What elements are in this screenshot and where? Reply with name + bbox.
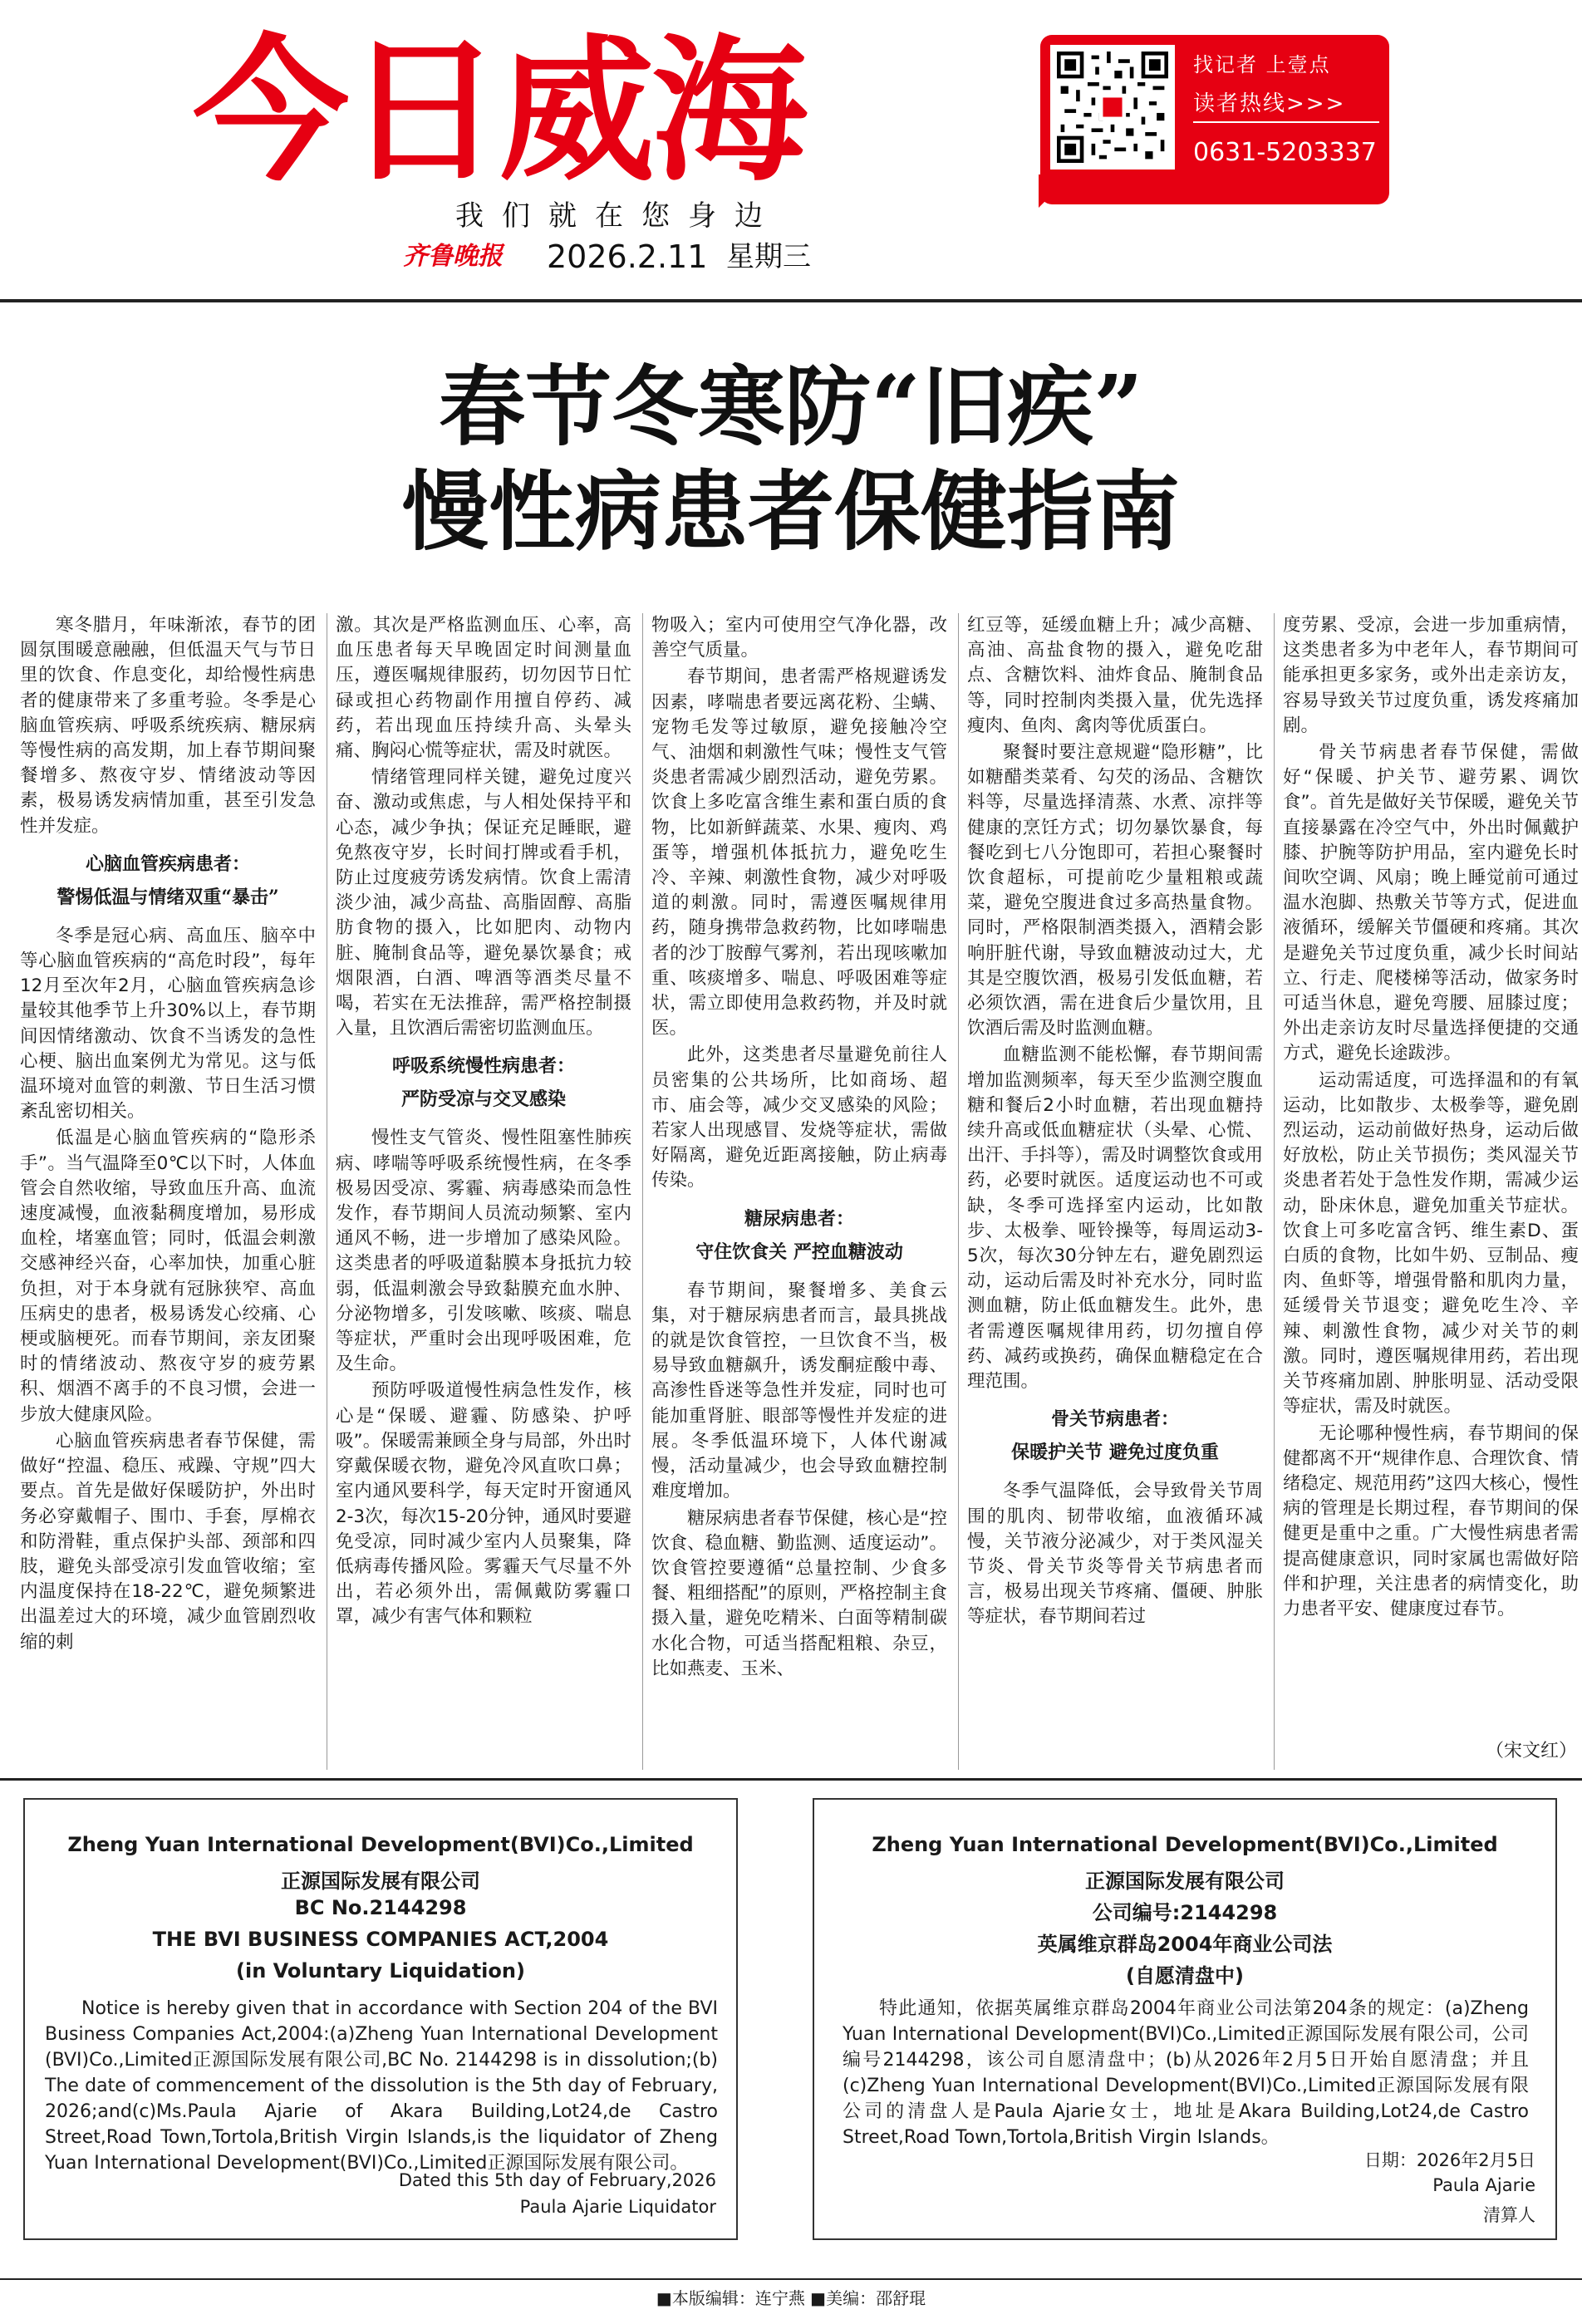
slogan: 我们就在您身边	[455, 199, 781, 233]
notice-company-name: Zheng Yuan International Development(BVI)Co.,Limited	[872, 1833, 1498, 1856]
section-label: 心脑血管疾病患者：	[85, 852, 250, 875]
paragraph: 情绪管理同样关键，避免过度兴奋、激动或焦虑，与人相处保持平和心态，减少争执；保证充足睡眠，避免熬夜守岁，长时间打牌或看手机，防止过度疲劳诱发病情。饮食上需清淡少油，减少高盐、高脂固醇、高脂肪食物的摄入，比如肥肉、动物内脏、腌制食品等，避免暴饮暴食；戒烟限酒，白酒、啤酒等酒类尽量不喝，若实在无法推辞，需严格控制摄入量，且饮酒后需密切监测血压。	[336, 767, 631, 1039]
paragraph: 红豆等，延缓血糖上升；减少高糖、高油、高盐食物的摄入，避免吃甜点、含糖饮料、油炸食品、腌制食品等，同时控制肉类摄入量，优先选择瘦肉、鱼肉、禽肉等优质蛋白。	[967, 615, 1263, 736]
notice-mode: (in Voluntary Liquidation)	[236, 1959, 525, 1983]
hotline-label: 读者热线>>>	[1193, 91, 1346, 116]
masthead-title: 今日威海	[193, 21, 804, 203]
column-divider	[958, 613, 959, 1770]
paragraph: 运动需适度，可选择温和的有氧运动，比如散步、太极拳等，避免剧烈运动，运动前做好热身，运动后做好放松，防止关节损伤；类风湿关节炎患者若处于急性发作期，需减少运动，卧床休息，避免加重关节症状。饮食上可多吃富含钙、维生素D、蛋白质的食物，比如牛奶、豆制品、瘦肉、鱼虾等，增强骨骼和肌肉力量，延缓骨关节退变；避免吃生冷、辛辣、刺激性食物，减少对关节的刺激。同时，遵医嘱规律用药，若出现关节疼痛加剧、肿胀明显、活动受限等症状，需及时就医。	[1283, 1069, 1579, 1417]
notice-bc-number: BC No.2144298	[294, 1896, 467, 1919]
paragraph: 冬季是冠心病、高血压、脑卒中等心脑血管疾病的“高危时段”，每年12月至次年2月，心脑血管疾病急诊量较其他季节上升30%以上，春节期间因情绪激动、饮食不当诱发的急性心梗、脑出血案例尤为常见。这与低温环境对血管的刺激、节日生活习惯紊乱密切相关。	[20, 925, 316, 1123]
column-divider	[642, 613, 643, 1770]
notice-date: 日期：2026年2月5日	[1363, 2150, 1535, 2170]
notice-company-name-cn: 正源国际发展有限公司	[281, 1870, 480, 1893]
qr-code-icon[interactable]	[1050, 45, 1175, 170]
masthead-rule	[0, 299, 1582, 302]
notice-act: THE BVI BUSINESS COMPANIES ACT,2004	[152, 1928, 609, 1951]
headline-line1: 春节冬寒防“旧疾”	[439, 356, 1143, 458]
paragraph: 骨关节病患者春节保健，需做好“保暖、护关节、避劳累、调饮食”。首先是做好关节保暖，避免关节直接暴露在冷空气中，外出时佩戴护膝、护腕等防护用品，室内避免长时间吹空调、风扇；晚上睡觉前可通过温水泡脚、热敷关节等方式，促进血液循环，缓解关节僵硬和疼痛。其次是避免关节过度负重，减少长时间站立、行走、爬楼梯等活动，做家务时可适当休息，避免弯腰、屈膝过度；外出走亲访友时尽量选择便捷的交通方式，避免长途跋涉。	[1283, 742, 1579, 1064]
section-rule	[0, 1778, 1582, 1781]
liquidation-notice-chinese	[813, 1798, 1557, 2240]
editor-credits: ■本版编辑：连宁燕 ■美编：邵舒琨	[656, 2288, 926, 2308]
paragraph: 心脑血管疾病患者春节保健，需做好“控温、稳压、戒躁、守规”四大要点。首先是做好保暖防护，外出时务必穿戴帽子、围巾、手套，厚棉衣和防滑鞋，重点保护头部、颈部和四肢，避免头部受凉引发血管收缩；室内温度保持在18-22℃，避免频繁进出温差过大的环境，减少血管剧烈收缩的刺	[20, 1430, 316, 1653]
notice-mode: (自愿清盘中)	[1126, 1964, 1244, 1987]
section-label: 糖尿病患者：	[744, 1207, 854, 1230]
notice-signer: Paula Ajarie	[1432, 2175, 1535, 2195]
section-heading: 守住饮食关 严控血糖波动	[695, 1241, 903, 1263]
paragraph: 春节期间，患者需严格规避诱发因素，哮喘患者要远离花粉、尘螨、宠物毛发等过敏原，避免接触冷空气、油烟和刺激性气味；慢性支气管炎患者需减少剧烈活动，避免劳累。饮食上多吃富含维生素和蛋白质的食物，比如新鲜蔬菜、水果、瘦肉、鸡蛋等，增强机体抵抗力，避免吃生冷、辛辣、刺激性食物，减少对呼吸道的刺激。同时，需遵医嘱规律用药，随身携带急救药物，比如哮喘患者的沙丁胺醇气雾剂，若出现咳嗽加重、咳痰增多、喘息、呼吸困难等症状，需立即使用急救药物，并及时就医。	[651, 666, 947, 1039]
section-heading: 严防受凉与交叉感染	[400, 1088, 566, 1111]
paragraph: 激。其次是严格监测血压、心率，高血压患者每天早晚固定时间测量血压，遵医嘱规律服药，切勿因节日忙碌或担心药物副作用擅自停药、减药，若出现血压持续升高、头晕头痛、胸闷心慌等症状，需及时就医。	[336, 615, 631, 762]
paragraph: 预防呼吸道慢性病急性发作，核心是“保暖、避霾、防感染、护呼吸”。保暖需兼顾全身与局部，外出时穿戴保暖衣物，避免冷风直吹口鼻；室内通风要科学，每天定时开窗通风2-3次，每次15-20分钟，通风时要避免受凉，同时减少室内人员聚集，降低病毒传播风险。雾霾天气尽量不外出，若必须外出，需佩戴防雾霾口罩，减少有害气体和颗粒	[336, 1380, 631, 1628]
notice-company-name: Zheng Yuan International Development(BVI)Co.,Limited	[67, 1833, 694, 1856]
notice-body: 特此通知，依据英属维京群岛2004年商业公司法第204条的规定：(a)Zheng Yuan International Development(BVI)Co.,Limited正源国际发展有限公司，公司编号2144298，该公司自愿清盘中；(b)从2026年2月5日开始自愿清盘；并且(c)Zheng Yuan International Development(BVI)Co.,Limited正源国际发展有限公司的清盘人是Paula Ajarie女士，地址是Akara Building,Lot24,de Castro Street,Road Town,Tortola,British Virgin Islands。	[843, 1998, 1529, 2148]
notice-company-name-cn: 正源国际发展有限公司	[1085, 1870, 1285, 1893]
article-column-2	[336, 613, 631, 1770]
paragraph: 物吸入；室内可使用空气净化器，改善空气质量。	[651, 615, 947, 661]
paragraph: 聚餐时要注意规避“隐形糖”，比如糖醋类菜肴、勾芡的汤品、含糖饮料等，尽量选择清蒸、水煮、凉拌等健康的烹饪方式；切勿暴饮暴食，每餐吃到七八分饱即可，若担心聚餐时饮食超标，可提前吃少量粗粮或蔬菜，避免空腹进食过多高热量食物。同时，严格限制酒类摄入，酒精会影响肝脏代谢，导致血糖波动过大，尤其是空腹饮酒，极易引发低血糖，若必须饮酒，需在进食后少量饮用，且饮酒后需及时监测血糖。	[967, 742, 1263, 1039]
footer-rule	[0, 2278, 1582, 2280]
notice-signer: Paula Ajarie Liquidator	[519, 2197, 716, 2217]
section-label: 呼吸系统慢性病患者：	[391, 1055, 575, 1078]
liquidation-notice-english	[23, 1798, 738, 2240]
paragraph: 低温是心脑血管疾病的“隐形杀手”。当气温降至0℃以下时，人体血管会自然收缩，导致血压升高、血流速度减慢，血液黏稠度增加，易形成血栓，堵塞血管；同时，低温会刺激交感神经兴奋，心率加快，加重心脏负担，对于本身就有冠脉狭窄、高血压病史的患者，极易诱发心绞痛、心梗或脑梗死。而春节期间，亲友团聚时的情绪波动、熬夜守岁的疲劳累积、烟酒不离手的不良习惯，会进一步放大健康风险。	[20, 1128, 316, 1425]
section-heading: 保暖护关节 避免过度负重	[1011, 1442, 1219, 1464]
paragraph: 寒冬腊月，年味渐浓，春节的团圆氛围暖意融融，但低温天气与节日里的饮食、作息变化，却给慢性病患者的健康带来了多重考验。冬季是心脑血管疾病、呼吸系统疾病、糖尿病等慢性病的高发期，加上春节期间聚餐增多、熬夜守岁、情绪波动等因素，极易诱发病情加重，甚至引发急性并发症。	[20, 615, 316, 837]
notice-signer-role: 清算人	[1483, 2205, 1535, 2225]
article-column-3	[651, 613, 947, 1770]
column-divider	[1274, 613, 1275, 1770]
contact-label: 找记者 上壹点	[1193, 53, 1331, 76]
paragraph: 血糖监测不能松懈，春节期间需增加监测频率，每天至少监测空腹血糖和餐后2小时血糖，若出现血糖持续升高或低血糖症状（头晕、心慌、出汗、手抖等），需及时调整饮食或用药，必要时就医。适度运动也不可或缺，冬季可选择室内运动，比如散步、太极拳、哑铃操等，每周运动3-5次，每次30分钟左右，避免剧烈运动，运动后需及时补充水分，同时监测血糖，防止低血糖发生。此外，患者需遵医嘱规律用药，切勿擅自停药、减药或换药，确保血糖稳定在合理范围。	[967, 1044, 1263, 1393]
contact-pointer	[1039, 174, 1072, 208]
paragraph: 度劳累、受凉，会进一步加重病情，这类患者多为中老年人，春节期间可能承担更多家务，或外出走亲访友，容易导致关节过度负重，诱发疼痛加剧。	[1283, 615, 1579, 736]
paragraph: 无论哪种慢性病，春节期间的保健都离不开“规律作息、合理饮食、情绪稳定、规范用药”这四大核心，慢性病的管理是长期过程，春节期间的保健更是重中之重。广大慢性病患者需提高健康意识，同时家属也需做好陪伴和护理，关注患者的病情变化，助力患者平安、健康度过春节。	[1283, 1422, 1579, 1619]
paragraph: 春节期间，聚餐增多、美食云集，对于糖尿病患者而言，最具挑战的就是饮食管控，一旦饮食不当，极易导致血糖飙升，诱发酮症酸中毒、高渗性昏迷等急性并发症，同时也可能加重肾脏、眼部等慢性并发症的进展。冬季低温环境下，人体代谢减慢，活动量减少，也会导致血糖控制难度增加。	[651, 1280, 947, 1502]
notice-body: Notice is hereby given that in accordance with Section 204 of the BVI Business Companies Act,2004:(a)Zheng Yuan International Development (BVI)Co.,Limited正源国际发展有限公司,BC No. 2144298 is in dissolution;(b) The date of commencement of the dissolution is the 5th day of February, 2026;and(c)Ms.Paula Ajarie of Akara Building,Lot24,de Castro Street,Road Town,Tortola,British Virgin Islands,is the liquidator of Zheng Yuan International Development(BVI)Co.,Limited正源国际发展有限公司。	[45, 1998, 718, 2174]
paragraph: 此外，这类患者尽量避免前往人员密集的公共场所，比如商场、超市、庙会等，减少交叉感染的风险；若家人出现感冒、发烧等症状，需做好隔离，避免近距离接触，防止病毒传染。	[651, 1044, 947, 1191]
section-label: 骨关节病患者：	[1050, 1408, 1179, 1431]
issue-weekday: 星期三	[726, 240, 811, 273]
newspaper-logo: 齐鲁晚报	[403, 242, 503, 271]
qr-code-graphic	[1057, 52, 1168, 163]
author-byline: （宋文红）	[1486, 1741, 1578, 1761]
paragraph: 冬季气温降低，会导致骨关节周围的肌肉、韧带收缩，血液循环减慢，关节液分泌减少，对于类风湿关节炎、骨关节炎等骨关节病患者而言，极易出现关节疼痛、僵硬、肿胀等症状，春节期间若过	[967, 1481, 1263, 1628]
hotline-phone[interactable]: 0631-5203337	[1193, 138, 1377, 167]
article-column-1	[20, 613, 316, 1770]
paragraph: 糖尿病患者春节保健，核心是“控饮食、稳血糖、勤监测、适度运动”。饮食管控要遵循“总量控制、少食多餐、粗细搭配”的原则，严格控制主食摄入量，避免吃精米、白面等精制碳水化合物，可适当搭配粗粮、杂豆，比如燕麦、玉米、	[651, 1507, 947, 1679]
section-heading: 警惕低温与情绪双重“暴击”	[56, 886, 279, 908]
article-column-4	[967, 613, 1263, 1770]
contact-divider	[1193, 121, 1379, 123]
notice-dated: Dated this 5th day of February,2026	[398, 2170, 716, 2190]
issue-date: 2026.2.11	[547, 238, 708, 275]
headline-line2: 慢性病患者保健指南	[401, 460, 1180, 563]
article-column-5	[1283, 613, 1579, 1735]
paragraph: 慢性支气管炎、慢性阻塞性肺疾病、哮喘等呼吸系统慢性病，在冬季极易因受凉、雾霾、病毒感染而急性发作，春节期间人员流动频繁、室内通风不畅，进一步增加了感染风险。这类患者的呼吸道黏膜本身抵抗力较弱，低温刺激会导致黏膜充血水肿、分泌物增多，引发咳嗽、咳痰、喘息等症状，严重时会出现呼吸困难，危及生命。	[336, 1128, 631, 1375]
notice-act: 英属维京群岛2004年商业公司法	[1037, 1933, 1333, 1956]
notice-company-number: 公司编号:2144298	[1092, 1901, 1278, 1924]
